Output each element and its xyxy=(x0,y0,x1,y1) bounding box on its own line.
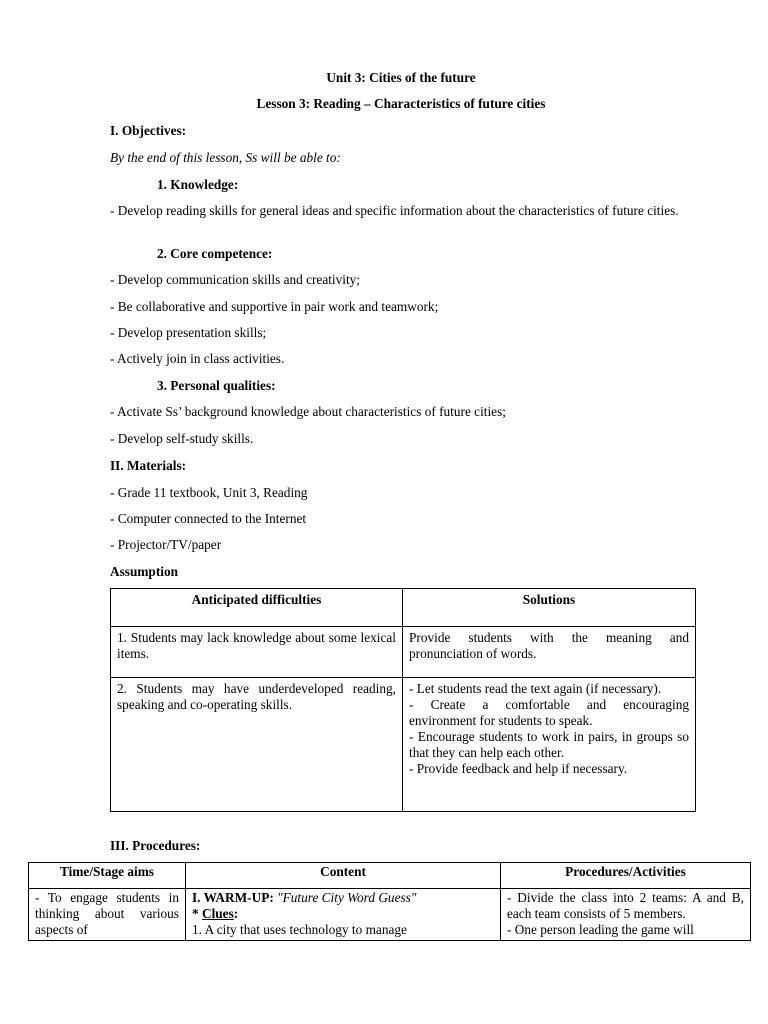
assumption-heading: Assumption xyxy=(110,564,178,579)
solution-cell xyxy=(403,627,696,678)
materials-item: - Computer connected to the Internet xyxy=(110,511,307,526)
solution-line: - Let students read the text again (if necessary). xyxy=(409,681,662,696)
activity-line: - One person leading the game will xyxy=(507,922,694,937)
solution-cell xyxy=(403,678,696,812)
table-row xyxy=(111,627,696,678)
core-item: - Develop communication skills and creativity; xyxy=(110,272,360,287)
difficulty-cell: 1. Students may lack knowledge about some lexical items. xyxy=(111,627,403,678)
personal-item: - Activate Ss’ background knowledge about characteristics of future cities; xyxy=(110,404,506,419)
objectives-intro: By the end of this lesson, Ss will be able to: xyxy=(110,150,341,165)
materials-item: - Projector/TV/paper xyxy=(110,537,222,552)
column-header-activities: Procedures/Activities xyxy=(501,863,751,889)
difficulty-cell: 2. Students may have underdeveloped reading, speaking and co-operating skills. xyxy=(111,678,403,812)
solution-line: - Provide feedback and help if necessary. xyxy=(409,761,628,776)
table-row xyxy=(29,889,751,941)
objectives-heading: I. Objectives: xyxy=(110,123,187,138)
materials-item: - Grade 11 textbook, Unit 3, Reading xyxy=(110,485,308,500)
procedures-heading: III. Procedures: xyxy=(110,838,201,853)
personal-item: - Develop self-study skills. xyxy=(110,431,254,446)
core-item: - Develop presentation skills; xyxy=(110,325,267,340)
clue-item: 1. A city that uses technology to manage xyxy=(192,922,407,937)
column-header-content: Content xyxy=(186,863,501,889)
warm-up-title xyxy=(192,890,494,906)
knowledge-item: - Develop reading skills for general ideas and specific information about the characteristics of future cities. xyxy=(110,203,679,218)
materials-heading: II. Materials: xyxy=(110,458,187,473)
column-header-difficulties: Anticipated difficulties xyxy=(111,589,403,627)
knowledge-heading: 1. Knowledge: xyxy=(157,177,239,192)
lesson-subtitle: Lesson 3: Reading – Characteristics of future cities xyxy=(256,96,546,111)
procedures-table xyxy=(28,862,751,941)
page-title: Unit 3: Cities of the future xyxy=(326,70,476,85)
solution-line: - Encourage students to work in pairs, in groups so that they can help each other. xyxy=(409,729,689,760)
column-header-stage-aims: Time/Stage aims xyxy=(29,863,186,889)
warm-up-label: I. WARM-UP: xyxy=(192,890,274,905)
column-header-solutions: Solutions xyxy=(403,589,696,627)
core-item: - Actively join in class activities. xyxy=(110,351,285,366)
content-cell xyxy=(186,889,501,941)
activity-line: - Divide the class into 2 teams: A and B, each team consists of 5 members. xyxy=(507,890,744,921)
activities-cell xyxy=(501,889,751,941)
stage-aims-cell: - To engage students in thinking about various aspects of xyxy=(29,889,186,941)
clues-heading: * Clues: xyxy=(192,906,239,921)
clues-label: Clues xyxy=(201,906,234,921)
core-item: - Be collaborative and supportive in pair work and teamwork; xyxy=(110,299,439,314)
solution-line: Provide students with the meaning and pronunciation of words. xyxy=(409,630,689,661)
core-competence-heading: 2. Core competence: xyxy=(157,246,273,261)
game-title: "Future City Word Guess" xyxy=(277,890,417,905)
personal-qualities-heading: 3. Personal qualities: xyxy=(157,378,276,393)
table-row xyxy=(111,678,696,812)
assumption-table xyxy=(110,588,696,812)
solution-line: - Create a comfortable and encouraging environment for students to speak. xyxy=(409,697,689,728)
